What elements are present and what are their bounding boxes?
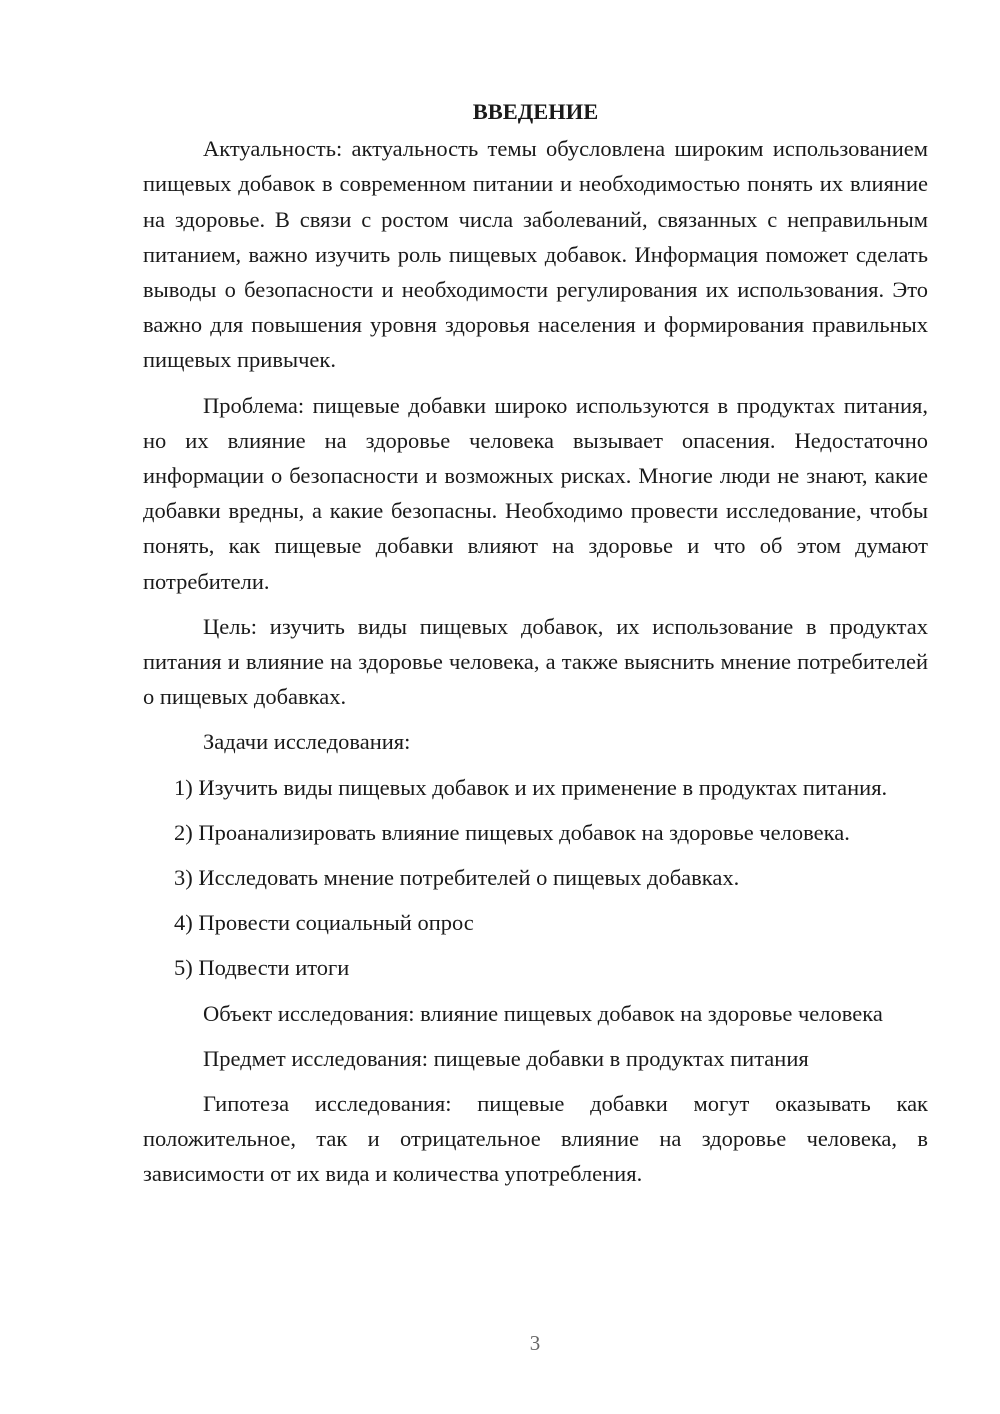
task-item: 3) Исследовать мнение потребителей о пищевых добавках. <box>174 865 740 891</box>
page-content <box>143 94 928 1202</box>
page-number: 3 <box>529 1331 541 1355</box>
tasks-heading: Задачи исследования: <box>203 729 411 755</box>
hypothesis-paragraph: Гипотеза исследования: пищевые добавки могут оказывать как положительное, так и отрицательное влияние на здоровье человека, в зависимости от их вида и количества употребления. <box>143 1091 928 1187</box>
object-paragraph: Объект исследования: влияние пищевых добавок на здоровье человека <box>203 1000 883 1026</box>
problem-paragraph: Проблема: пищевые добавки широко используются в продуктах питания, но их влияние на здоровье человека вызывает опасения. Недостаточно информации о безопасности и возможных рисках. Многие люди не знают, какие добавки вредны, а какие безопасны. Необходимо провести исследование, чтобы понять, как пищевые добавки влияют на здоровье и что об этом думают потребители. <box>143 392 928 594</box>
task-item: 2) Проанализировать влияние пищевых добавок на здоровье человека. <box>174 819 850 845</box>
relevance-paragraph: Актуальность: актуальность темы обусловлена широким использованием пищевых добавок в современном питании и необходимостью понять их влияние на здоровье. В связи с ростом числа заболеваний, связанных с неправильным питанием, важно изучить роль пищевых добавок. Информация поможет сделать выводы о безопасности и необходимости регулирования их использования. Это важно для повышения уровня здоровья населения и формирования правильных пищевых привычек. <box>143 136 928 373</box>
subject-paragraph: Предмет исследования: пищевые добавки в продуктах питания <box>203 1045 809 1071</box>
goal-paragraph: Цель: изучить виды пищевых добавок, их использование в продуктах питания и влияние на здоровье человека, а также выяснить мнение потребителей о пищевых добавках. <box>143 613 928 710</box>
task-item: 5) Подвести итоги <box>174 955 350 981</box>
task-item: 4) Провести социальный опрос <box>174 910 474 936</box>
section-heading: ВВЕДЕНИЕ <box>472 99 599 124</box>
task-item: 1) Изучить виды пищевых добавок и их применение в продуктах питания. <box>174 774 888 800</box>
